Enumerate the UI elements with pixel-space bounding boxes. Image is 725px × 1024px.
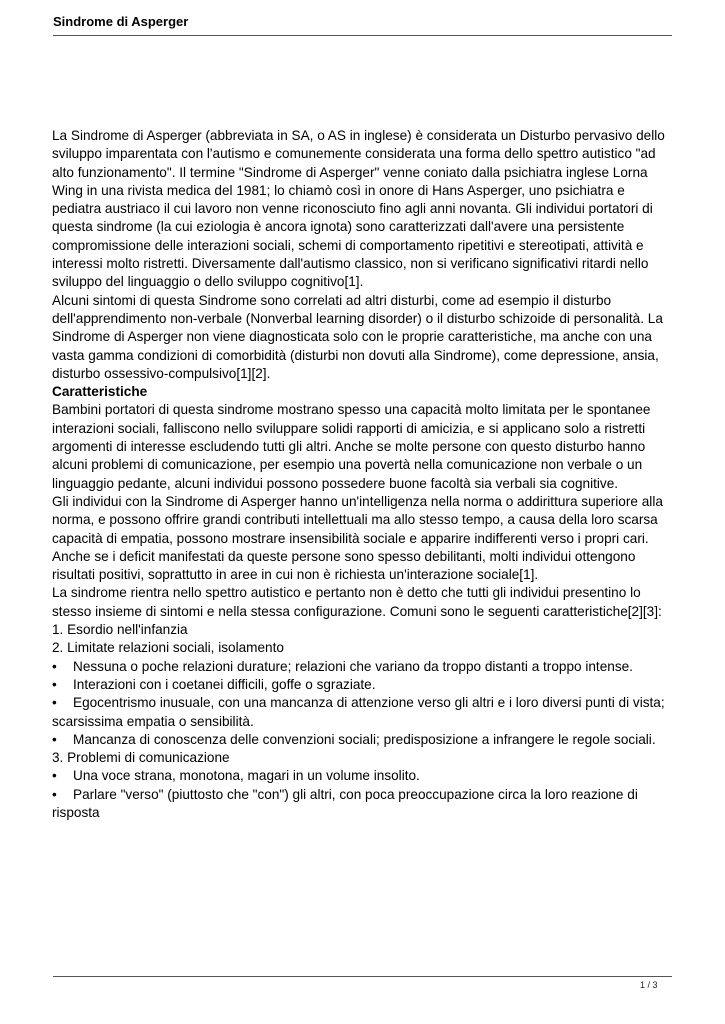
bullet-mark: • — [52, 676, 57, 692]
bullet-text: Parlare "verso" (piuttosto che "con") gli altri, con poca preoccupazione circa la loro reazione di risposta — [52, 786, 638, 820]
section-heading: Caratteristiche — [52, 384, 148, 400]
paragraph-children: Bambini portatori di questa sindrome mostrano spesso una capacità molto limitata per le spontanee interazioni sociali, falliscono nello sviluppare solidi rapporti di amicizia, e si applicano solo a ristretti argomenti di interesse escludendo tutti gli altri. Anche se molte persone con questo disturbo hanno alcuni problemi di comunicazione, per esempio una povertà nella comunicazione non verbale o un linguaggio pedante, alcuni individui possono possedere buone facoltà sia verbali sia cognitive. — [52, 402, 651, 491]
paragraph-related-disorders: Alcuni sintomi di questa Sindrome sono correlati ad altri disturbi, come ad esempio il disturbo dell'apprendimento non-verbale (Nonverbal learning disorder) o il disturbo schizoide di personalità. La Sindrome di Asperger non viene diagnosticata solo con le proprie caratteristiche, ma anche con una vasta gamma condizioni di comorbidità (disturbi non dovuti alla Sindrome), come depressione, ansia, disturbo ossessivo-compulsivo[1][2]. — [52, 292, 663, 381]
bullet-mark: • — [52, 658, 57, 674]
header-divider — [53, 35, 672, 36]
numbered-item-3: 3. Problemi di comunicazione — [52, 750, 230, 766]
bullet-item-6 — [52, 786, 674, 823]
bullet-item-5 — [52, 767, 674, 785]
paragraph-intro: La Sindrome di Asperger (abbreviata in SA, o AS in inglese) è considerata un Disturbo pervasivo dello sviluppo imparentata con l'autismo e comunemente considerata una forma dello spettro autistico "ad alto funzionamento". Il termine "Sindrome di Asperger" venne coniato dalla psichiatra inglese Lorna Wing in una rivista medica del 1981; lo chiamò così in onore di Hans Asperger, uno psichiatra e pediatra austriaco il cui lavoro non venne riconosciuto fino agli anni novanta. Gli individui portatori di questa sindrome (la cui eziologia è ancora ignota) sono caratterizzati dall'avere una persistente compromissione delle interazioni sociali, schemi di comportamento ripetitivi e stereotipati, attività e interessi molto ristretti. Diversamente dall'autismo classico, non si verificano significativi ritardi nello sviluppo del linguaggio o dello sviluppo cognitivo[1]. — [52, 128, 665, 290]
bullet-mark: • — [52, 731, 57, 747]
paragraph-spectrum: La sindrome rientra nello spettro autistico e pertanto non è detto che tutti gli individui presentino lo stesso insieme di sintomi e nella stessa configurazione. Comuni sono le seguenti caratteristiche[2][3]: — [52, 585, 662, 619]
bullet-item-3 — [52, 694, 674, 731]
bullet-text: Mancanza di conoscenza delle convenzioni sociali; predisposizione a infrangere le regole sociali. — [73, 731, 656, 747]
numbered-item-1: 1. Esordio nell'infanzia — [52, 622, 188, 638]
bullet-text: Egocentrismo inusuale, con una mancanza di attenzione verso gli altri e i loro diversi punti di vista; scarsissima empatia o sensibilità. — [52, 695, 665, 729]
numbered-item-2: 2. Limitate relazioni sociali, isolamento — [52, 640, 284, 656]
paragraph-intelligence: Gli individui con la Sindrome di Asperger hanno un'intelligenza nella norma o addirittura superiore alla norma, e possono offrire grandi contributi intellettuali ma allo stesso tempo, a causa della loro scarsa capacità di empatia, possono mostrare insensibilità sociale e apparire indifferenti verso i propri cari. Anche se i deficit manifestati da queste persone sono spesso debilitanti, molti individui ottengono risultati positivi, soprattutto in aree in cui non è richiesta un'interazione sociale[1]. — [52, 493, 663, 583]
bullet-text: Interazioni con i coetanei difficili, goffe o sgraziate. — [73, 676, 376, 692]
document-header-title: Sindrome di Asperger — [53, 14, 189, 29]
bullet-text: Una voce strana, monotona, magari in un volume insolito. — [73, 768, 420, 784]
bullet-item-2 — [52, 676, 674, 694]
bullet-mark: • — [52, 695, 57, 711]
bullet-item-4 — [52, 731, 674, 749]
bullet-text: Nessuna o poche relazioni durature; relazioni che variano da troppo distanti a troppo intense. — [73, 658, 633, 674]
page-number: 1 / 3 — [640, 980, 658, 990]
bullet-item-1 — [52, 658, 674, 676]
document-body — [52, 127, 674, 822]
bullet-mark: • — [52, 768, 57, 784]
footer-divider — [53, 976, 672, 977]
bullet-mark: • — [52, 786, 57, 802]
